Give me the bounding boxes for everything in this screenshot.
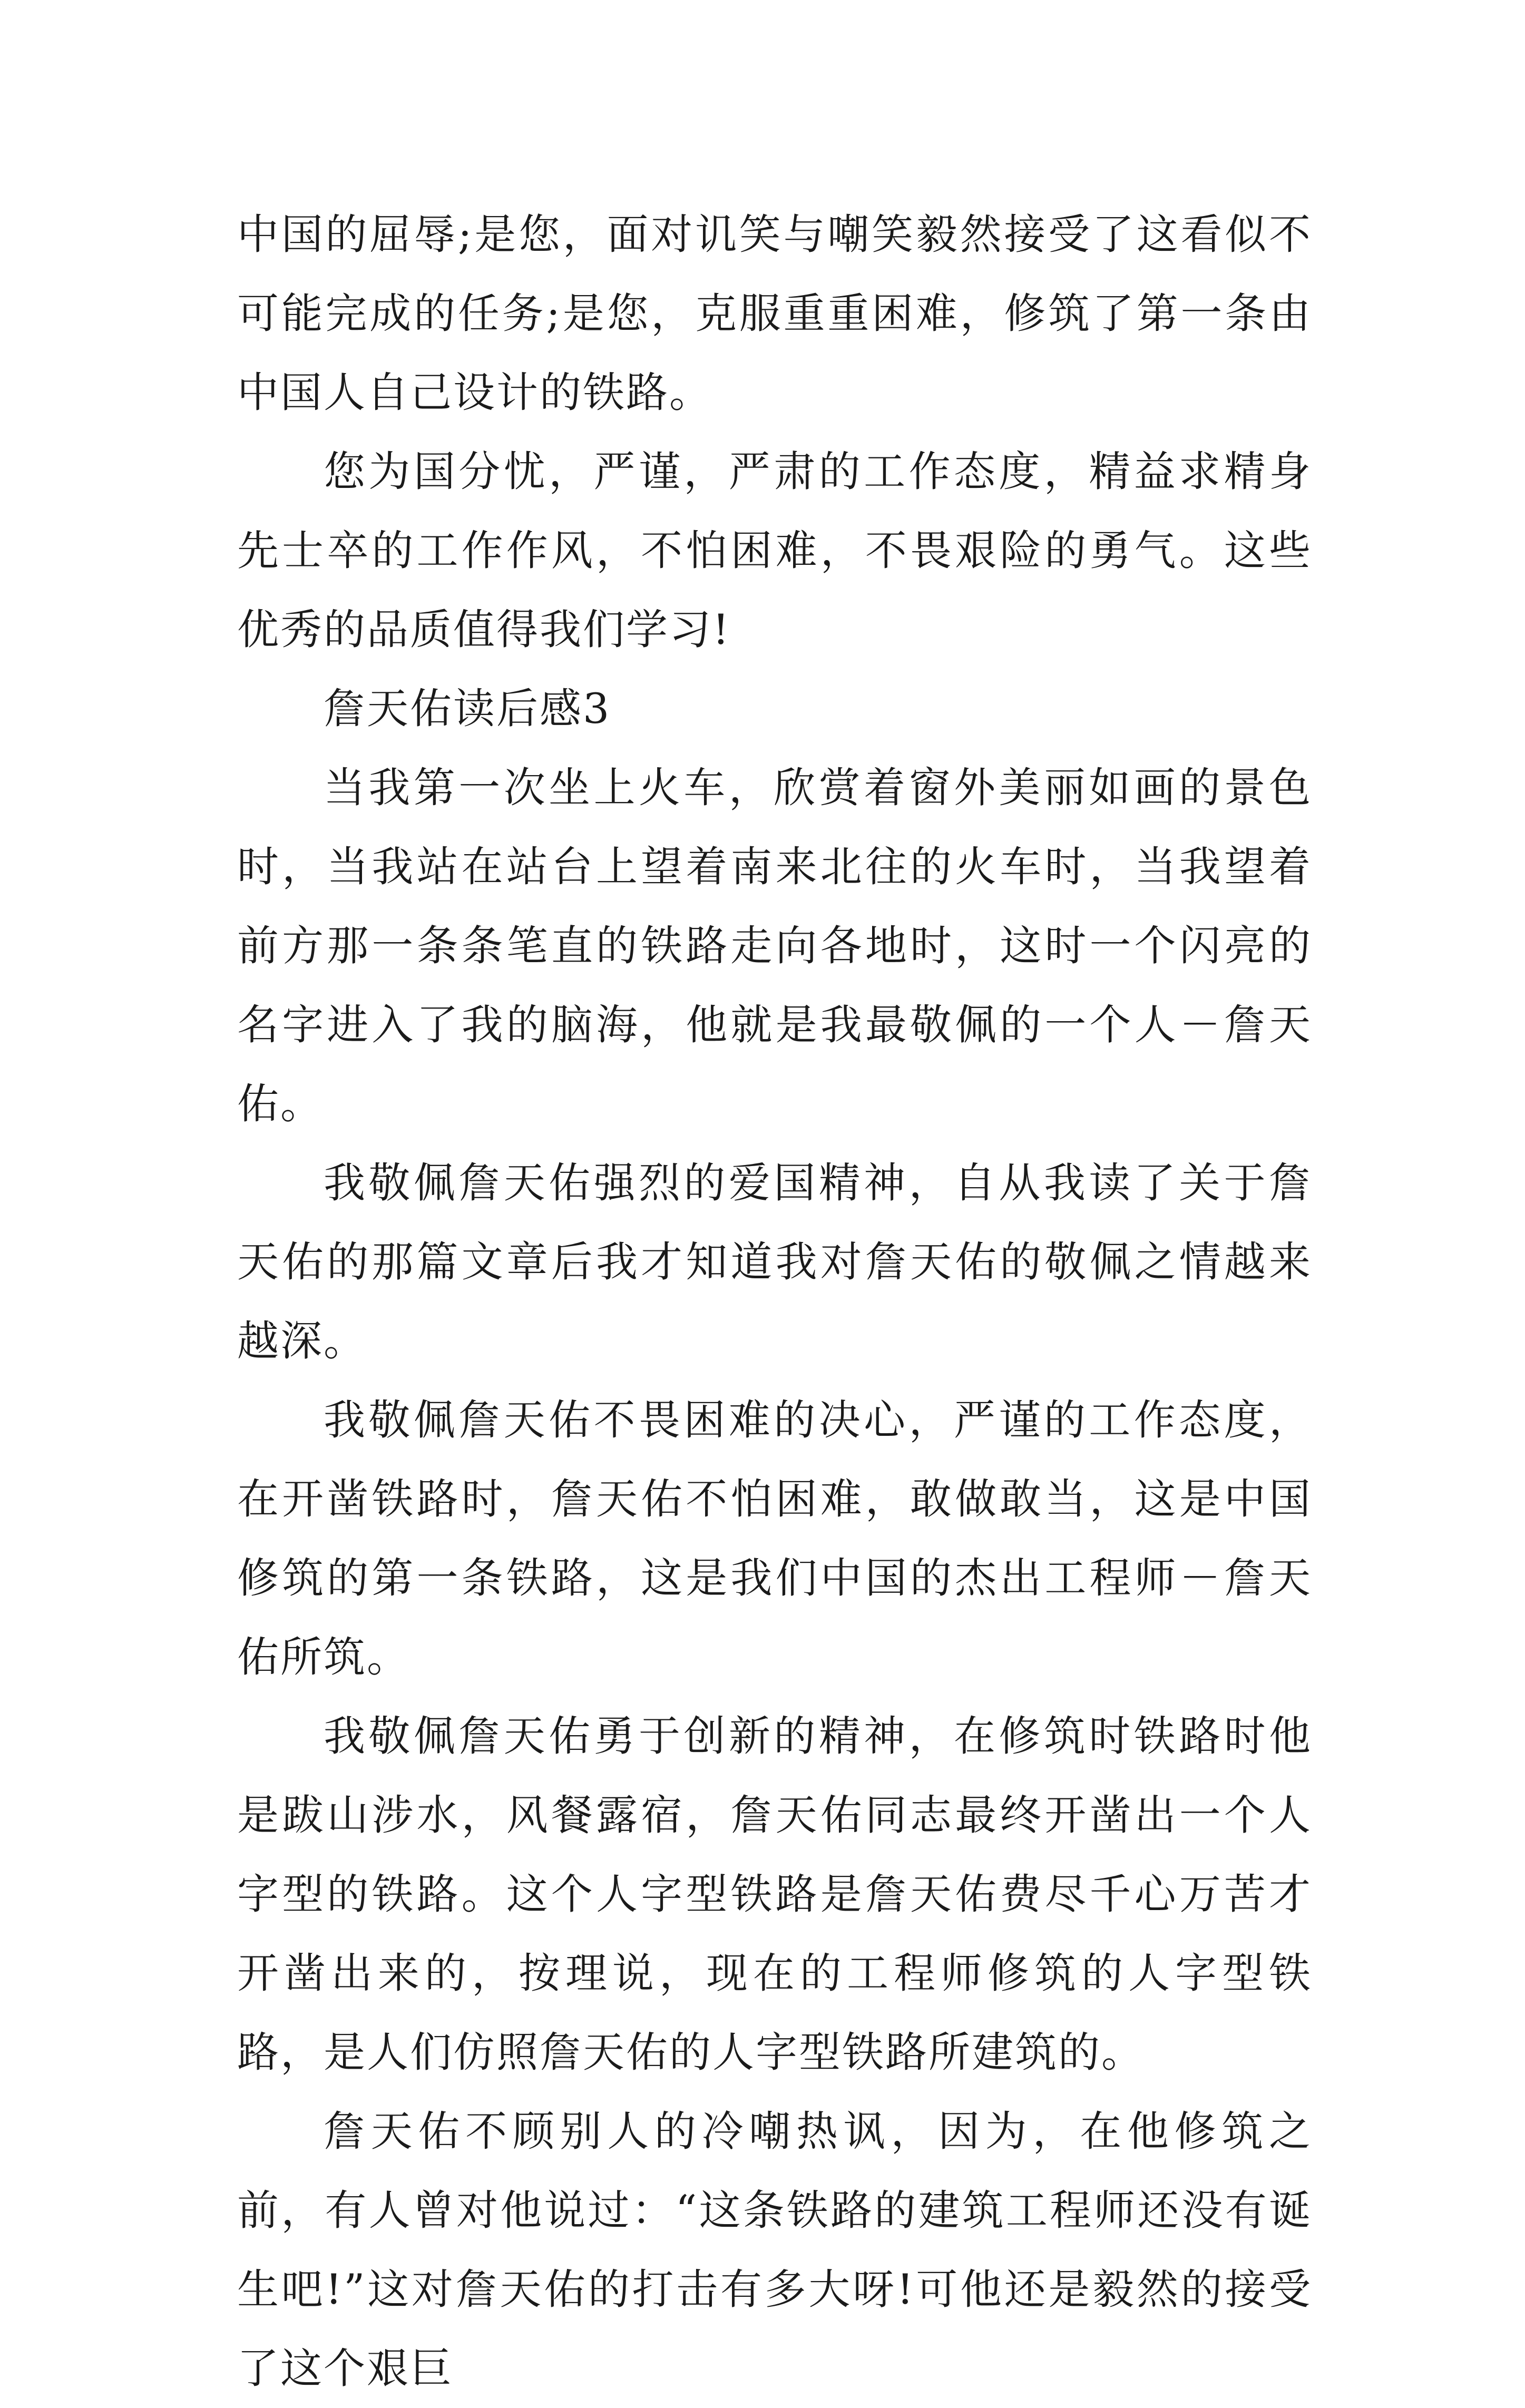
paragraph-continuation: 中国的屈辱;是您，面对讥笑与嘲笑毅然接受了这看似不可能完成的任务;是您，克服重重困难，修筑了第一条由中国人自己设计的铁路。: [237, 210, 1312, 417]
paragraph-ridicule: 詹天佑不顾别人的冷嘲热讽，因为，在他修筑之前，有人曾对他说过：“这条铁路的建筑工程师还没有诞生吧!”这对詹天佑的打击有多大呀!可他还是毅然的接受了这个艰巨: [237, 2107, 1312, 2393]
paragraph-innovation: 我敬佩詹天佑勇于创新的精神，在修筑时铁路时他是跋山涉水，风餐露宿，詹天佑同志最终开凿出一个人字型的铁路。这个人字型铁路是詹天佑费尽千心万苦才开凿出来的，按理说，现在的工程师修筑的人字型铁路，是人们仿照詹天佑的人字型铁路所建筑的。: [237, 1712, 1312, 2077]
paragraph-determination: 我敬佩詹天佑不畏困难的决心，严谨的工作态度，在开凿铁路时，詹天佑不怕困难，敢做敢当，这是中国修筑的第一条铁路，这是我们中国的杰出工程师－詹天佑所筑。: [237, 1396, 1312, 1681]
paragraph-patriotism: 我敬佩詹天佑强烈的爱国精神，自从我读了关于詹天佑的那篇文章后我才知道我对詹天佑的敬佩之情越来越深。: [237, 1159, 1312, 1365]
document-body: [237, 195, 1312, 2408]
paragraph-first-train: 当我第一次坐上火车，欣赏着窗外美丽如画的景色时，当我站在站台上望着南来北往的火车时，当我望着前方那一条条笔直的铁路走向各地时，这时一个闪亮的名字进入了我的脑海，他就是我最敬佩的一个人－詹天佑。: [237, 763, 1312, 1128]
paragraph-praise: 您为国分忧，严谨，严肃的工作态度，精益求精身先士卒的工作作风，不怕困难，不畏艰险的勇气。这些优秀的品质值得我们学习!: [237, 447, 1312, 654]
section-heading: 詹天佑读后感3: [324, 684, 611, 733]
